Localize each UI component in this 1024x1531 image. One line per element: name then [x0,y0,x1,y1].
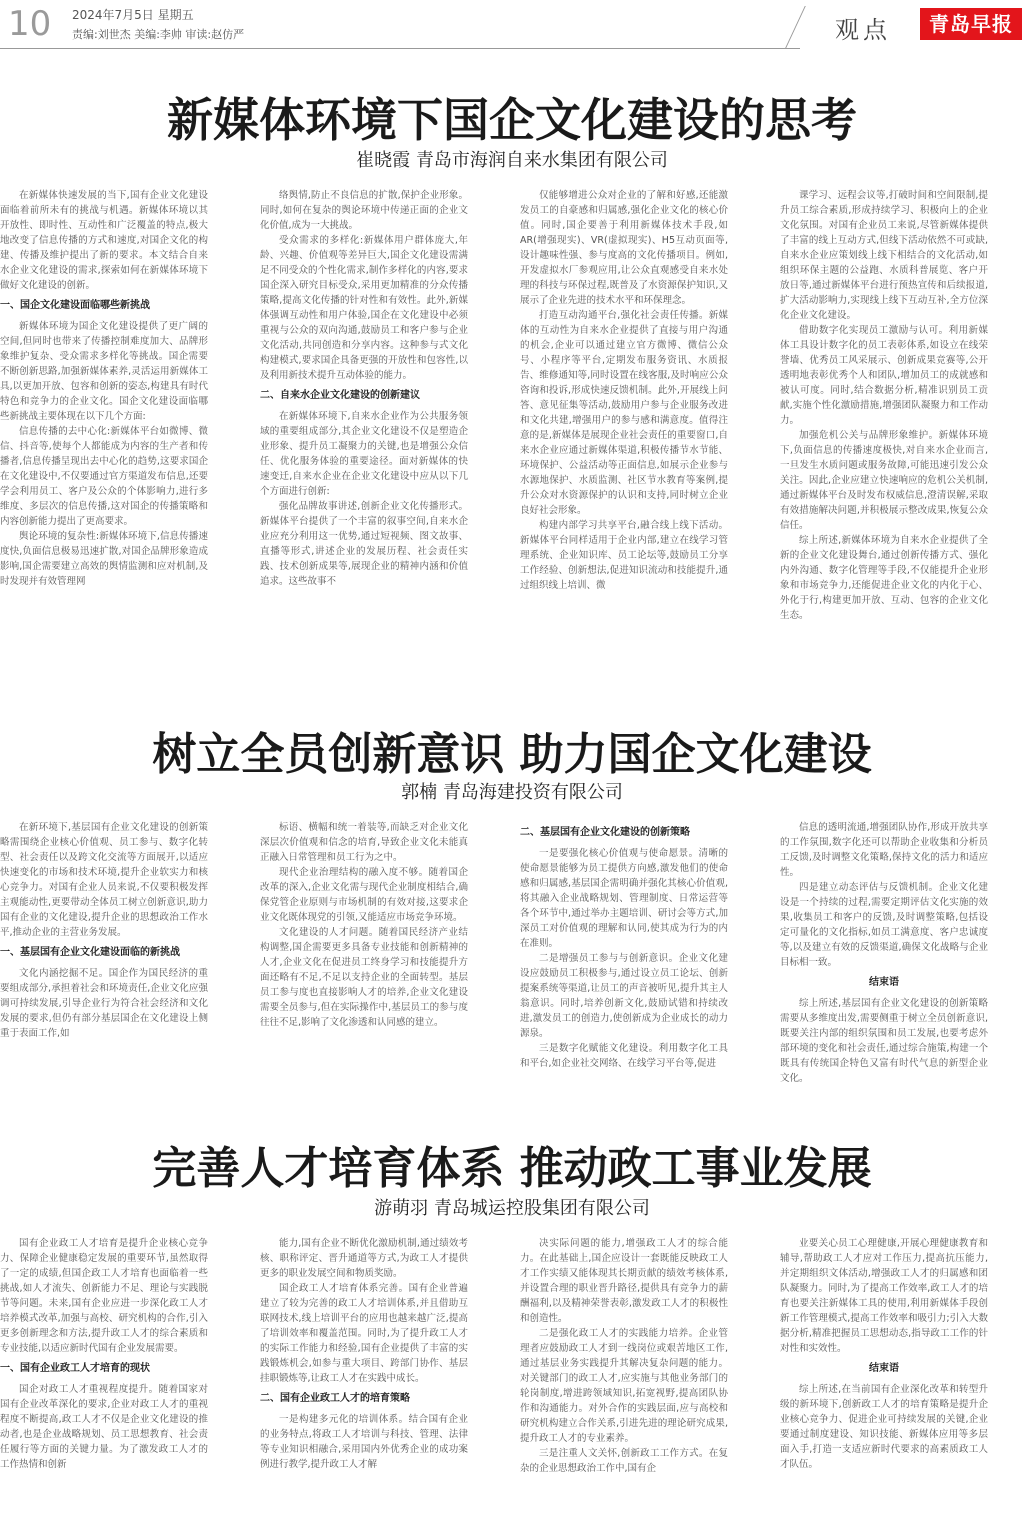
subheading: 二、基层国有企业文化建设的创新策略 [520,827,690,838]
paragraph: 受众需求的多样化:新媒体用户群体庞大,年龄、兴趣、价值观等差异巨大,国企文化建设需满足不同受众的个性化需求,制作多样化的内容,要求国企深入研究目标受众,采用更加精准的分众传播策略,提高文化传播的针对性和有效性。此外,新媒体强调互动性和用户体验,国企在文化建设中必须重视与公众的双向沟通,鼓励员工和客户参与企业文化活动,共同创造和分享内容。这种参与式文化构建模式,要求国企具备更强的开放性和包容性,以及利用新技术提升互动体验的能力。 [260,235,468,381]
paragraph: 二是强化政工人才的实践能力培养。企业管理者应鼓励政工人才到一线岗位或艰苦地区工作,通过基层业务实践提升其解决复杂问题的能力。对关键部门的政工人才,应实施与其他业务部门的轮岗制度,增进跨领域知识,拓宽视野,提高团队协作和沟通能力。对外合作的实践层面,应与高校和研究机构建立合作关系,引进先进的理论研究成果,提升政工人才的专业素养。 [520,1328,728,1444]
paragraph: 加强危机公关与品牌形象维护。新媒体环境下,负面信息的传播速度极快,对自来水企业而言,一旦发生水质问题或服务故障,可能迅速引发公众关注。因此,企业应建立快速响应的危机公关机制,通过新媒体平台及时发布权威信息,澄清误解,采取有效措施解决问题,并积极展示整改成果,恢复公众信任。 [780,430,988,531]
paragraph: 国企对政工人才重视程度提升。随着国家对国有企业改革深化的要求,企业对政工人才的重视程度不断提高,政工人才不仅是企业文化建设的推动者,也是企业战略规划、员工思想教育、社会责任履行等方面的关键力量。为了激发政工人才的工作热情和创新 [0,1384,208,1470]
issue-date: 2024年7月5日 星期五 [72,8,194,22]
paragraph: 在新环境下,基层国有企业文化建设的创新策略需围绕企业核心价值观、员工参与、数字化转型、社会责任以及跨文化交流等方面展开,以适应快速变化的市场和技术环境,提升企业软实力和核心竞争力。对国有企业人员来说,不仅要积极发挥主观能动性,更要带动全体员工树立创新意识,助力国有企业的文化建设,提升企业的思想政治工作水平,推动企业的主营业务发展。 [0,822,208,938]
paragraph: 一是构建多元化的培训体系。结合国有企业的业务特点,将政工人才培训与科技、管理、法律等专业知识相融合,采用国内外优秀企业的成功案例进行教学,提升政工人才解 [260,1414,468,1470]
paragraph: 三是数字化赋能文化建设。利用数字化工具和平台,如企业社交网络、在线学习平台等,促进 [520,1043,728,1069]
paragraph: 综上所述,在当前国有企业深化改革和转型升级的新环境下,创新政工人才的培育策略是提升企业核心竞争力、促进企业可持续发展的关键,企业要通过制度建设、知识技能、新媒体应用等多层面入手,打造一支适应新时代要求的高素质政工人才队伍。 [780,1384,988,1470]
paragraph: 文化建设的人才问题。随着国民经济产业结构调整,国企需要更多具备专业技能和创新精神的人才,企业文化在促进员工终身学习和技能提升方面还略有不足,不足以支持企业的全面转型。基层员工参与度也直接影响人才的培养,企业文化建设需要全员参与,但在实际操作中,基层员工的参与度往往不足,影响了文化渗透和认同感的建立。 [260,927,468,1028]
article-3-byline: 游萌羽 青岛城运控股集团有限公司 [374,1198,650,1219]
article-3-column-3 [520,1236,728,1526]
article-2-column-1 [0,820,208,1098]
subheading: 二、自来水企业文化建设的创新建议 [260,390,420,401]
article-2-column-3 [520,820,728,1098]
article-2-byline: 郭楠 青岛海建投资有限公司 [401,782,623,803]
paragraph: 强化品牌故事讲述,创新企业文化传播形式。新媒体平台提供了一个丰富的叙事空间,自来水企业应充分利用这一优势,通过短视频、图文故事、直播等形式,讲述企业的发展历程、社会责任实践、技术创新成果等,展现企业的精神内涵和价值追求。这些故事不 [260,501,468,587]
paragraph: 业要关心员工心理健康,开展心理健康教育和辅导,帮助政工人才应对工作压力,提高抗压能力,并定期组织文体活动,增强政工人才的归属感和团队凝聚力。同时,为了提高工作效率,政工人才的培育也要关注新媒体工具的使用,利用新媒体手段创新工作管理模式,提高工作效率和吸引力;引入大数据分析,精准把握员工思想动态,指导政工工作的针对性和实效性。 [780,1238,988,1354]
article-1-byline: 崔晓霞 青岛市海润自来水集团有限公司 [356,150,668,171]
paragraph: 络舆情,防止不良信息的扩散,保护企业形象。同时,如何在复杂的舆论环境中传递正面的企业文化价值,成为一大挑战。 [260,190,468,231]
header-separator [785,6,836,48]
paragraph: 综上所述,新媒体环境为自来水企业提供了全新的企业文化建设舞台,通过创新传播方式、强化内外沟通、数字化管理等手段,不仅能提升企业形象和市场竞争力,还能促进企业文化的内化于心、外化于行,构建更加开放、互动、包容的企业文化生态。 [780,535,988,621]
paragraph: 综上所述,基层国有企业文化建设的创新策略需要从多维度出发,需要侧重于树立全员创新意识,既要关注内部的组织氛围和员工发展,也要考虑外部环境的变化和社会责任,通过综合施策,构建一个既具有传统国企特色又富有时代气息的新型企业文化。 [780,998,988,1084]
article-3-title: 完善人才培育体系 推动政工事业发展 [152,1143,872,1194]
paragraph: 四是建立动态评估与反馈机制。企业文化建设是一个持续的过程,需要定期评估文化实施的效果,收集员工和客户的反馈,及时调整策略,包括设定可量化的文化指标,如员工满意度、客户忠诚度等,以及建立有效的反馈渠道,确保文化战略与企业目标相一致。 [780,882,988,968]
newspaper-logo: 青岛早报 [920,8,1022,40]
article-1-column-1 [0,188,208,678]
paragraph: 决实际问题的能力,增强政工人才的综合能力。在此基础上,国企应设计一套既能反映政工人才工作实绩又能体现其长期贡献的绩效考核体系,并设置合理的职业晋升路径,提供具有竞争力的薪酬福利,以及精神荣誉表彰,激发政工人才的积极性和创造性。 [520,1238,728,1324]
editorial-staff: 责编:刘世杰 美编:李帅 审读:赵仿严 [72,28,245,41]
article-2-column-2 [260,820,468,1098]
subheading: 结束语 [869,977,899,988]
paragraph: 在新媒体快速发展的当下,国有企业文化建设面临着前所未有的挑战与机遇。新媒体环境以其开放性、即时性、互动性和广泛覆盖的特点,极大地改变了信息传播的方式和速度,对国企文化的构建、传播及维护提出了新的要求。本文结合自来水企业文化建设的需求,探索如何在新媒体环境下做好文化建设的创新。 [0,190,208,291]
article-1-column-4 [780,188,988,678]
article-1-column-3 [520,188,728,678]
paragraph: 现代企业治理结构的融入度不够。随着国企改革的深入,企业文化需与现代企业制度相结合,确保党管企业原则与市场机制的有效对接,这要求企业文化既体现党的引领,又能适应市场竞争环境。 [260,867,468,923]
paragraph: 标语、横幅和统一着装等,而缺乏对企业文化深层次价值观和信念的培育,导致企业文化未能真正融入日常管理和员工行为之中。 [260,822,468,863]
paragraph: 三是注重人文关怀,创新政工工作方式。在复杂的企业思想政治工作中,国有企 [520,1448,728,1474]
article-2-column-4 [780,820,988,1098]
paragraph: 二是增强员工参与与创新意识。企业文化建设应鼓励员工积极参与,通过设立员工论坛、创新提案系统等渠道,让员工的声音被听见,提升其主人翁意识。同时,培养创新文化,鼓励试错和持续改进,激发员工的创造力,使创新成为企业成长的动力源泉。 [520,953,728,1039]
paragraph: 舆论环境的复杂性:新媒体环境下,信息传播速度快,负面信息极易迅速扩散,对国企品牌形象造成影响,国企需要建立高效的舆情监测和应对机制,及时发现并有效管理网 [0,531,208,587]
paragraph: 在新媒体环境下,自来水企业作为公共服务领域的重要组成部分,其企业文化建设不仅是塑造企业形象、提升员工凝聚力的关键,也是增强公众信任、优化服务体验的重要途径。面对新媒体的快速变迁,自来水企业在企业文化建设中应从以下几个方面进行创新: [260,411,468,497]
subheading: 一、基层国有企业文化建设面临的新挑战 [0,947,180,958]
paragraph: 打造互动沟通平台,强化社会责任传播。新媒体的互动性为自来水企业提供了直接与用户沟通的机会,企业可以通过建立官方微博、微信公众号、小程序等平台,定期发布服务资讯、水质报告、维修通知等,同时设置在线客服,及时响应公众咨询和投诉,形成快速反馈机制。此外,开展线上问答、意见征集等活动,鼓励用户参与企业服务改进和文化共建,增强用户的参与感和满意度。值得注意的是,新媒体是展现企业社会责任的重要窗口,自来水企业应通过新媒体渠道,积极传播节水节能、环境保护、公益活动等正面信息,如展示企业参与水源地保护、水质监测、社区节水教育等案例,提升公众对水资源保护的认识和支持,同时树立企业良好社会形象。 [520,310,728,516]
article-1-title: 新媒体环境下国企文化建设的思考 [167,93,857,147]
paragraph: 国企政工人才培育体系完善。国有企业普遍建立了较为完善的政工人才培训体系,并且借助互联网技术,线上培训平台的应用也越来越广泛,提高了培训效率和覆盖范围。同时,为了提升政工人才的实际工作能力和经验,国有企业提供了丰富的实践锻炼机会,如参与重大项目、跨部门协作、基层挂职锻炼等,让政工人才在实践中成长。 [260,1283,468,1384]
paragraph: 国有企业政工人才培育是提升企业核心竞争力、保障企业健康稳定发展的重要环节,虽然取得了一定的成绩,但国企政工人才培育也面临着一些挑战,如人才流失、创新能力不足、理论与实践脱节等问题。未来,国有企业应进一步深化政工人才培养模式改革,加强与高校、研究机构的合作,引入更多创新理念和方法,提升政工人才的综合素质和专业技能,以适应新时代国有企业发展需要。 [0,1238,208,1354]
section-name: 观点 [835,16,891,44]
paragraph: 仅能够增进公众对企业的了解和好感,还能激发员工的自豪感和归属感,强化企业文化的核心价值。同时,国企要善于利用新媒体技术手段,如AR(增强现实)、VR(虚拟现实)、H5互动页面等,设计趣味性强、参与度高的文化传播项目。例如,开发虚拟水厂参观应用,让公众直观感受自来水处理的科技与环保过程,既普及了水资源保护知识,又展示了企业先进的技术水平和环保理念。 [520,190,728,306]
paragraph: 课学习、远程会议等,打破时间和空间限制,提升员工综合素质,形成持续学习、积极向上的企业文化氛围。对国有企业员工来说,尽管新媒体提供了丰富的线上互动方式,但线下活动依然不可或缺,自来水企业应策划线上线下相结合的文化活动,如组织环保主题的公益跑、水质科普展览、客户开放日等,通过新媒体平台进行预热宣传和后续报道,扩大活动影响力,实现线上线下互动互补,全方位深化企业文化建设。 [780,190,988,321]
paragraph: 能力,国有企业不断优化激励机制,通过绩效考核、职称评定、晋升通道等方式,为政工人才提供更多的职业发展空间和物质奖励。 [260,1238,468,1279]
paragraph: 文化内涵挖掘不足。国企作为国民经济的重要组成部分,承担着社会和环境责任,企业文化应强调可持续发展,引导企业行为符合社会经济和文化发展的要求,但仍有部分基层国企在文化建设上侧重于表面工作,如 [0,968,208,1039]
header-rule [0,48,800,49]
paragraph: 新媒体环境为国企文化建设提供了更广阔的空间,但同时也带来了传播控制难度加大、品牌形象维护复杂、受众需求多样化等挑战。国企需要不断创新思路,加强新媒体素养,灵活运用新媒体工具,以更加开放、包容和创新的姿态,构建具有时代特色和竞争力的企业文化。国企文化建设面临哪些新挑战主要体现在以下几个方面: [0,321,208,422]
page-header [0,0,1024,50]
article-3-column-2 [260,1236,468,1526]
paragraph: 信息的透明流通,增强团队协作,形成开放共享的工作氛围,数字化还可以帮助企业收集和分析员工反馈,及时调整文化策略,保持文化的活力和适应性。 [780,822,988,878]
subheading: 结束语 [869,1363,899,1374]
subheading: 一、国企文化建设面临哪些新挑战 [0,300,150,311]
article-3-column-1 [0,1236,208,1526]
paragraph: 一是要强化核心价值观与使命愿景。清晰的使命愿景能够为员工提供方向感,激发他们的使命感和归属感,基层国企需明确并强化其核心价值观,将其融入企业战略规划、管理制度、日常运营等各个环节中,通过举办主题培训、研讨会等方式,加深员工对价值观的理解和认同,使其成为行为的内在准则。 [520,848,728,949]
subheading: 一、国有企业政工人才培育的现状 [0,1363,150,1374]
paragraph: 构建内部学习共享平台,融合线上线下活动。新媒体平台同样适用于企业内部,建立在线学习管理系统、企业知识库、员工论坛等,鼓励员工分享工作经验、创新想法,促进知识流动和技能提升,通过组织线上培训、微 [520,520,728,591]
paragraph: 借助数字化实现员工激励与认可。利用新媒体工具设计数字化的员工表彰体系,如设立在线荣誉墙、优秀员工风采展示、创新成果竞赛等,公开透明地表彰优秀个人和团队,增加员工的成就感和被认可度。同时,结合数据分析,精准识别员工贡献,实施个性化激励措施,增强团队凝聚力和工作动力。 [780,325,988,426]
article-2-title: 树立全员创新意识 助力国企文化建设 [152,729,872,780]
subheading: 二、国有企业政工人才的培育策略 [260,1393,410,1404]
article-3-column-4 [780,1236,988,1526]
paragraph: 信息传播的去中心化:新媒体平台如微博、微信、抖音等,使每个人都能成为内容的生产者和传播者,信息传播呈现出去中心化的趋势,这要求国企在文化建设中,不仅要通过官方渠道发布信息,还要学会利用员工、客户及公众的个体影响力,进行多维度、多层次的信息传播,这对国企的传播策略和内容创新能力提出了更高要求。 [0,426,208,527]
article-1-column-2 [260,188,468,678]
page-number: 10 [8,4,52,44]
